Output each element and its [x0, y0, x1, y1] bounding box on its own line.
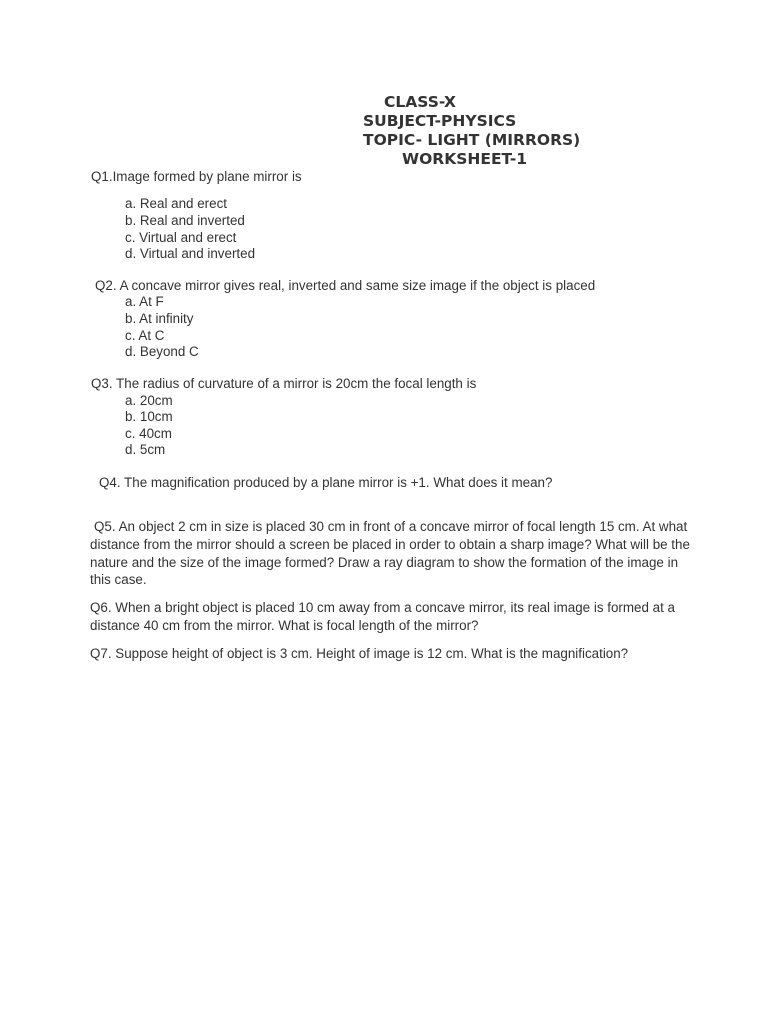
q3-option-a: a. 20cm: [125, 393, 173, 408]
question-2: Q2. A concave mirror gives real, inverted and same size image if the object is placed: [95, 278, 596, 293]
q1-option-a: a. Real and erect: [125, 196, 227, 211]
worksheet-heading: WORKSHEET-1: [402, 150, 528, 168]
question-3: Q3. The radius of curvature of a mirror is 20cm the focal length is: [91, 376, 477, 391]
subject-heading: SUBJECT-PHYSICS: [363, 112, 517, 130]
q1-option-b: b. Real and inverted: [125, 213, 245, 228]
question-6: Q6. When a bright object is placed 10 cm away from a concave mirror, its real image is formed at a distance 40 cm from the mirror. What is focal length of the mirror?: [90, 600, 675, 633]
topic-heading: TOPIC- LIGHT (MIRRORS): [363, 131, 581, 149]
question-5: Q5. An object 2 cm in size is placed 30 cm in front of a concave mirror of focal length 15 cm. At what distance from the mirror should a screen be placed in order to obtain a sharp image? What will be the nature and the size of the image formed? Draw a ray diagram to show the formation of the image in this case.: [90, 519, 690, 588]
q2-option-d: d. Beyond C: [125, 344, 199, 359]
question-4: Q4. The magnification produced by a plane mirror is +1. What does it mean?: [99, 475, 553, 490]
q3-option-b: b. 10cm: [125, 409, 173, 424]
class-heading: CLASS-X: [384, 93, 456, 111]
q2-option-a: a. At F: [125, 294, 164, 309]
question-7: Q7. Suppose height of object is 3 cm. Height of image is 12 cm. What is the magnification?: [90, 646, 629, 661]
q2-option-b: b. At infinity: [125, 311, 194, 326]
q3-option-c: c. 40cm: [125, 426, 172, 441]
q2-option-c: c. At C: [125, 328, 165, 343]
question-1: Q1.Image formed by plane mirror is: [91, 169, 302, 184]
q1-option-c: c. Virtual and erect: [125, 230, 237, 245]
q3-option-d: d. 5cm: [125, 442, 166, 457]
q1-option-d: d. Virtual and inverted: [125, 246, 256, 261]
